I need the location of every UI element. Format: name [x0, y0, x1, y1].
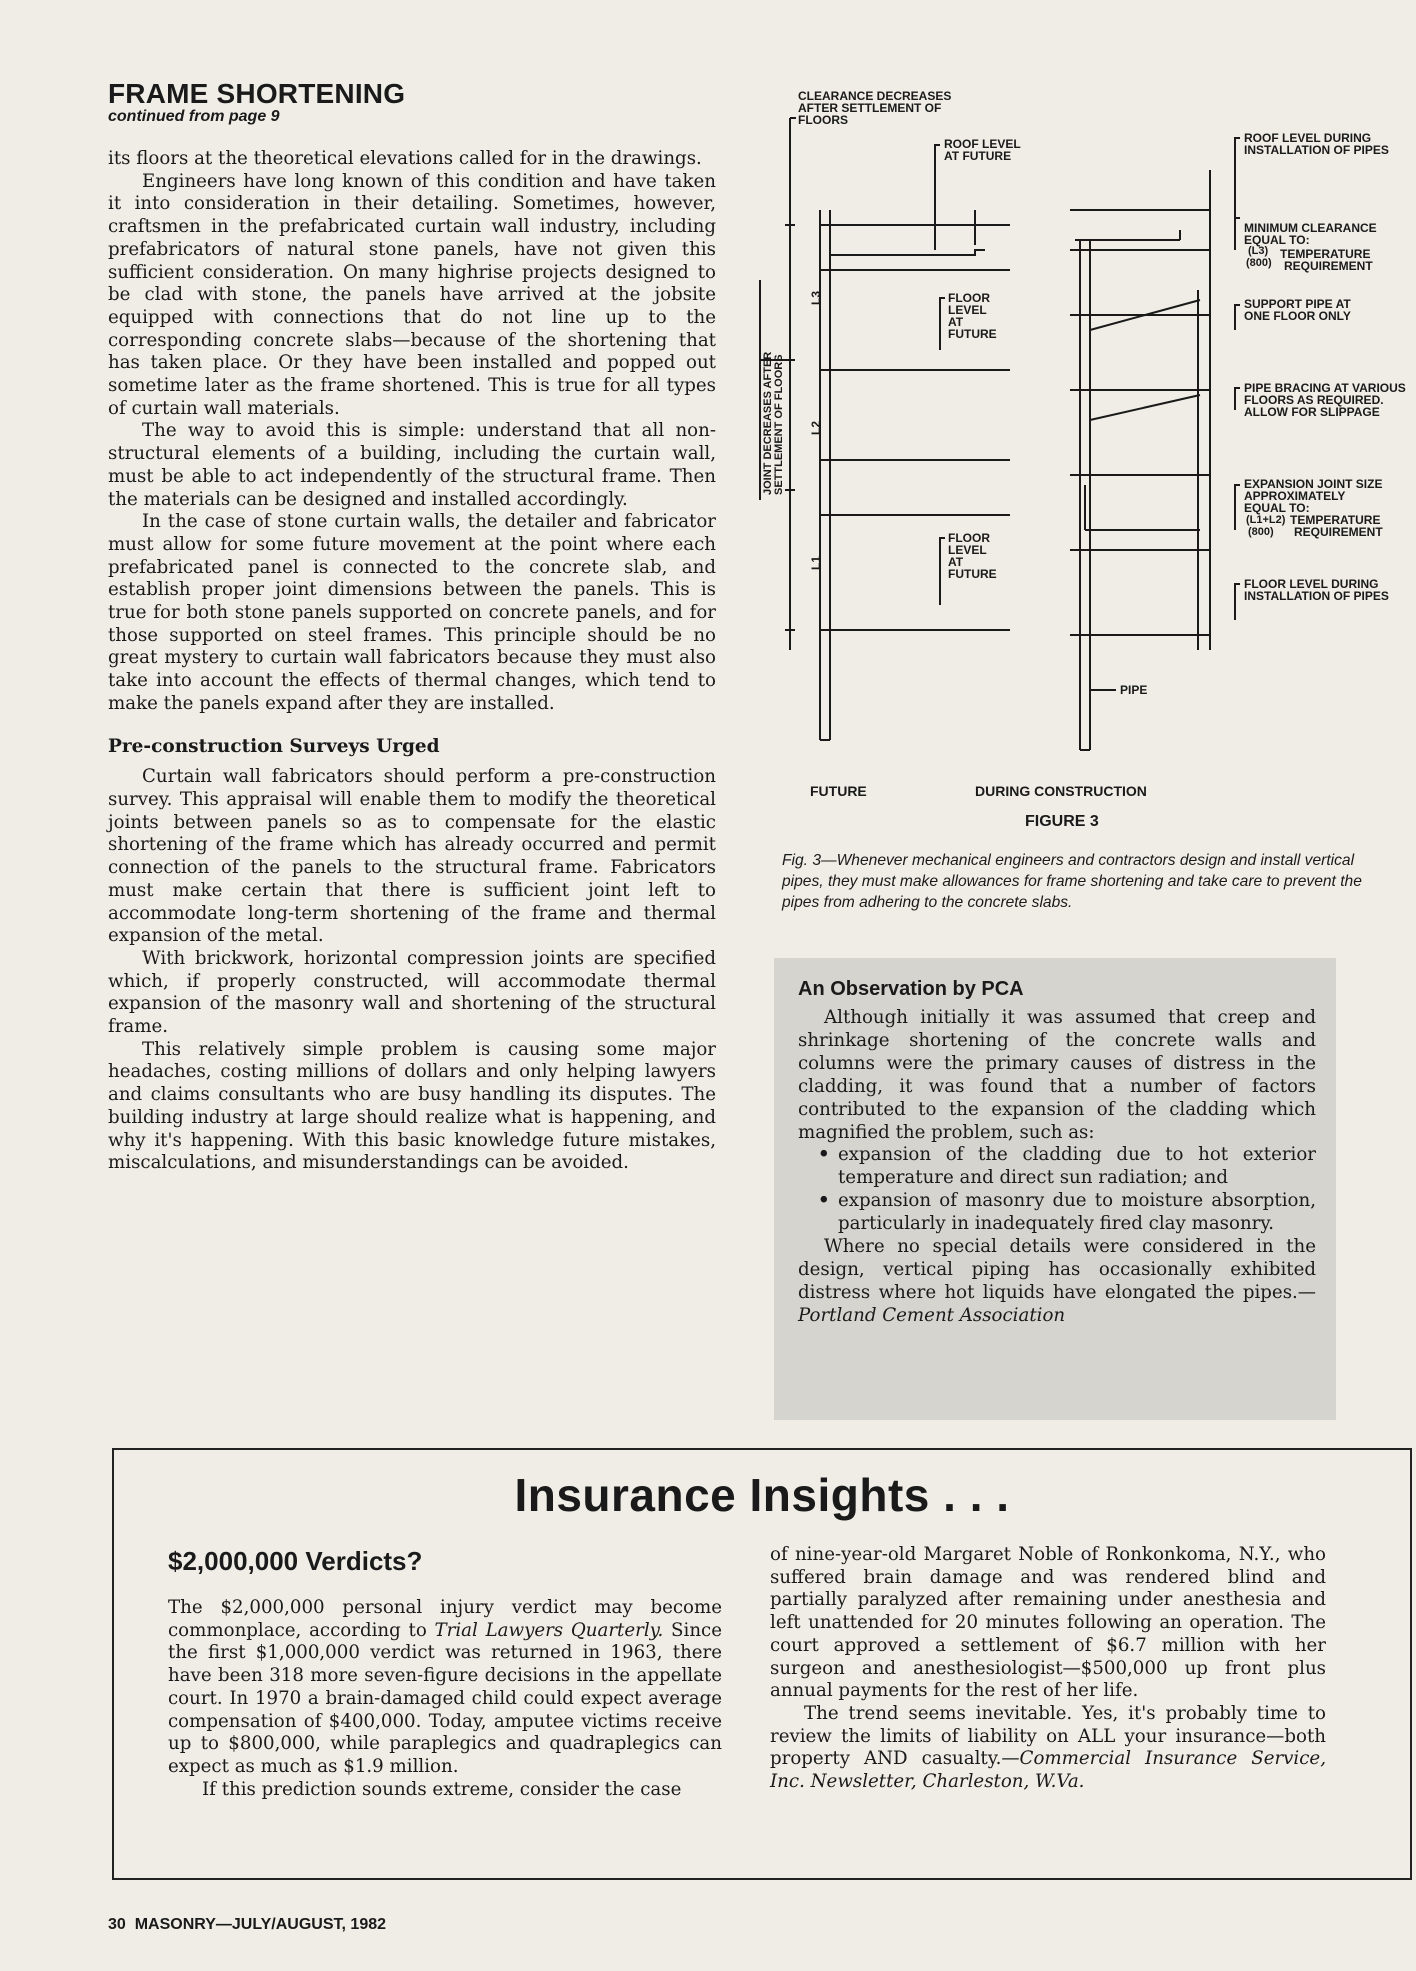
paragraph: of nine-year-old Margaret Noble of Ronkonkoma, N.Y., who suffered brain damage and was rendered blind and partially paralyzed after remaining under anesthesia and left unattended for 20 minutes following an operation. The court approved a settlement of $6.7 million with her surgeon and anesthesiologist—$500,000 up front plus annual payments for the rest of her life.	[770, 1544, 1326, 1702]
paragraph	[168, 1597, 722, 1779]
article-body	[108, 148, 716, 1175]
article-continued: continued from page 9	[108, 108, 280, 125]
fig-label-floor-future: LEVEL	[948, 543, 987, 557]
insurance-p1-a: The $2,000,000 personal injury verdict may become commonplace, according to	[168, 1597, 722, 1641]
insurance-title: Insurance Insights . . .	[514, 1469, 1010, 1521]
paragraph: Engineers have long known of this condition and have taken it into consideration in their detailing. Sometimes, however, craftsmen in the prefabricated curtain wall industry, including prefabricators of natural stone panels, have not given this sufficient consideration. On many highrise projects designed to be clad with stone, the panels have arrived at the jobsite equipped with connections that do not line up to the corresponding concrete slabs—because of the shortening that has taken place. Or they have been installed and popped out sometime later as the frame shortened. This is true for all types of curtain wall materials.	[108, 170, 716, 419]
insurance-p2-text: The trend seems inevitable. Yes, it's probably time to review the limits of liability on ALL your insurance—both property AND casualty.—	[770, 1702, 1326, 1770]
fig-label-min-clearance: (800)	[1246, 257, 1272, 269]
page-footer: 30 MASONRY—JULY/AUGUST, 1982	[108, 1916, 387, 1933]
paragraph: If this prediction sounds extreme, consider the case	[202, 1778, 682, 1800]
paragraph: Curtain wall fabricators should perform a pre-construction survey. This appraisal will enable them to modify the theoretical joints between panels so as to compensate for the elastic shortening of the frame which has already occurred and permit connection of the panels to the structural frame. Fabricators must make certain that there is sufficient joint left to accommodate long-term shortening of the frame and thermal expansion of the metal.	[108, 766, 716, 947]
fig-label-joint-decreases: JOINT DECREASES AFTER	[762, 351, 774, 495]
fig-label-min-clearance: MINIMUM CLEARANCE	[1244, 221, 1377, 235]
insurance-left-body	[168, 1597, 722, 1801]
figure-3-diagram	[760, 89, 1406, 830]
fig-label-floor-install: FLOOR LEVEL DURING	[1244, 577, 1379, 591]
fig-label-clearance: CLEARANCE DECREASES	[798, 89, 952, 103]
article-frame-shortening	[108, 78, 716, 1175]
fig-label-floor-future: FLOOR	[948, 531, 990, 545]
fig-label-min-clearance: EQUAL TO:	[1244, 233, 1310, 247]
fig-label-min-clearance: (L3)	[1248, 245, 1269, 257]
insurance-p1-b: Since the first $1,000,000 verdict was returned in 1963, there have been 318 more seven-figure decisions in the appellate court. In 1970 a brain-damaged child could expect average compensation of $400,000. Today, amputee victims receive up to $800,000, while paraplegics and quadraplegics can expect as much as $1.9 million.	[168, 1619, 722, 1777]
fig-label-pipe-bracing: FLOORS AS REQUIRED.	[1244, 393, 1384, 407]
pca-closing-text: Where no special details were considered in the design, vertical piping has occasionally exhibited distress where hot liquids have elongated the pipes.—	[798, 1236, 1316, 1303]
fig-label-clearance: AFTER SETTLEMENT OF	[798, 101, 942, 115]
pca-intro: Although initially it was assumed that creep and shrinkage shortening of the concrete walls and columns were the primary causes of distress in the cladding, it was found that a number of factors contributed to the expansion of the cladding which magnified the problem, such as:	[798, 1007, 1316, 1143]
fig-label-floor-future: FUTURE	[948, 567, 997, 581]
fig-label-min-clearance: TEMPERATURE	[1280, 247, 1371, 261]
paragraph: The way to avoid this is simple: understand that all non-structural elements of a building, including the curtain wall, must be able to act independently of the structural frame. Then the materials can be designed and installed accordingly.	[108, 420, 716, 510]
fig-label-pipe-bracing: ALLOW FOR SLIPPAGE	[1244, 405, 1380, 419]
fig-label-pipe-bracing: PIPE BRACING AT VARIOUS	[1244, 381, 1406, 395]
fig-label-min-clearance: REQUIREMENT	[1284, 259, 1373, 273]
subhead: Pre-construction Surveys Urged	[108, 735, 440, 757]
paragraph: This relatively simple problem is causing some major headaches, costing millions of dollars and only helping lawyers and claims consultants who are busy handling its disputes. The building industry at large should realize what is happening, and why it's happening. With this basic knowledge future mistakes, miscalculations, and misunderstandings can be avoided.	[108, 1038, 716, 1174]
fig-label-roof-install: INSTALLATION OF PIPES	[1244, 143, 1389, 157]
paragraph: In the case of stone curtain walls, the detailer and fabricator must allow for some future movement at the point where each prefabricated panel is connected to the concrete slab, and establish proper joint dimensions between the panels. This is true for both stone panels supported on concrete panels, and for those supported on steel frames. This principle should be no great mystery to curtain wall fabricators because they must also take into account the effects of thermal changes, which tend to make the panels expand after they are installed.	[108, 511, 716, 714]
fig-label-expansion-joint: EQUAL TO:	[1244, 501, 1310, 515]
fig-label-l1: L1	[809, 555, 823, 570]
fig-label-pipe: PIPE	[1120, 683, 1148, 697]
fig-label-joint-decreases: SETTLEMENT OF FLOORS	[773, 354, 785, 495]
fig-label-l2: L2	[809, 420, 823, 435]
fig-label-l3: L3	[809, 290, 823, 305]
fig-label-floor-future: AT	[948, 555, 964, 569]
pca-source: Portland Cement Association	[798, 1304, 1066, 1326]
insurance-right-column	[770, 1544, 1326, 1794]
pca-bullet-list	[798, 1144, 1316, 1236]
paragraph	[770, 1703, 1326, 1794]
fig-label-floor-future: AT	[948, 315, 964, 329]
list-item: • expansion of the cladding due to hot exterior temperature and direct sun radiation; and	[838, 1144, 1316, 1190]
fig-label-expansion-joint: REQUIREMENT	[1294, 525, 1383, 539]
insurance-insights-box	[112, 1448, 1412, 1880]
fig-label-expansion-joint: EXPANSION JOINT SIZE	[1244, 477, 1383, 491]
fig-label-future: FUTURE	[810, 783, 867, 799]
figure-caption: Fig. 3—Whenever mechanical engineers and contractors design and install vertical pipes, they must make allowances for frame shortening and take care to prevent the pipes from adhering to the concrete slabs.	[782, 852, 1362, 911]
paragraph: its floors at the theoretical elevations called for in the drawings.	[108, 148, 702, 169]
insurance-p2-source: Commercial Insurance Service, Inc. Newsletter, Charleston, W.Va.	[770, 1748, 1326, 1793]
fig-label-support-pipe: SUPPORT PIPE AT	[1244, 297, 1351, 311]
fig-label-expansion-joint: (L1+L2)	[1246, 514, 1286, 526]
insurance-left-column	[168, 1546, 722, 1801]
fig-label-clearance: FLOORS	[798, 113, 848, 127]
fig-label-expansion-joint: APPROXIMATELY	[1244, 489, 1346, 503]
fig-label-roof-future: AT FUTURE	[944, 149, 1012, 163]
fig-label-roof-install: ROOF LEVEL DURING	[1244, 131, 1372, 145]
insurance-subtitle: $2,000,000 Verdicts?	[168, 1546, 423, 1576]
fig-label-roof-future: ROOF LEVEL	[944, 137, 1021, 151]
fig-label-floor-future: LEVEL	[948, 303, 987, 317]
fig-label-during: DURING CONSTRUCTION	[975, 783, 1147, 799]
fig-label-expansion-joint: (800)	[1248, 526, 1274, 538]
pca-title: An Observation by PCA	[798, 978, 1024, 1000]
fig-label-floor-install: INSTALLATION OF PIPES	[1244, 589, 1389, 603]
fig-title: FIGURE 3	[1025, 813, 1099, 830]
paragraph: With brickwork, horizontal compression joints are specified which, if properly constructed, will accommodate thermal expansion of the masonry wall and shortening of the structural frame.	[108, 947, 716, 1038]
pca-body	[798, 1007, 1316, 1328]
fig-label-support-pipe: ONE FLOOR ONLY	[1244, 309, 1351, 323]
fig-label-expansion-joint: TEMPERATURE	[1290, 513, 1381, 527]
insurance-p1-source: Trial Lawyers Quarterly.	[434, 1619, 664, 1641]
pca-observation-box	[774, 958, 1336, 1420]
list-item: • expansion of masonry due to moisture absorption, particularly in inadequately fired clay masonry.	[838, 1190, 1316, 1236]
fig-label-floor-future: FLOOR	[948, 291, 990, 305]
pca-closing	[798, 1236, 1316, 1328]
fig-label-floor-future: FUTURE	[948, 327, 997, 341]
article-title: FRAME SHORTENING	[108, 78, 406, 109]
